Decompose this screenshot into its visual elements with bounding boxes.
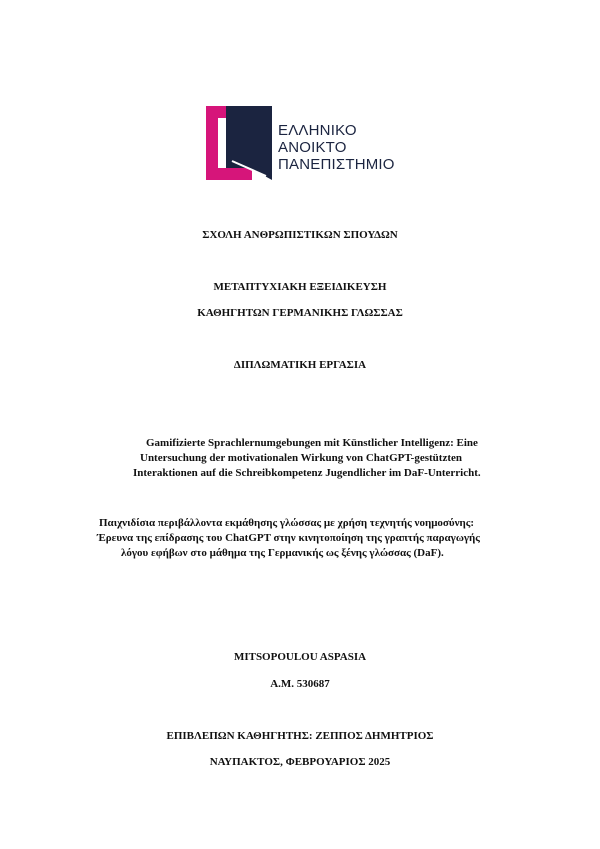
title-greek-line-3: λόγου εφήβων στο μάθημα της Γερμανικής ως ξένης γλώσσας (DaF). bbox=[121, 547, 444, 559]
supervisor: ΕΠΙΒΛΕΠΩΝ ΚΑΘΗΓΗΤΗΣ: ΖΕΠΠΟΣ ΔΗΜΗΤΡΙΟΣ bbox=[166, 730, 434, 742]
title-greek bbox=[99, 516, 480, 561]
place-date: ΝΑΥΠΑΚΤΟΣ, ΦΕΒΡΟΥΑΡΙΟΣ 2025 bbox=[209, 756, 391, 768]
program-line-2: ΚΑΘΗΓΗΤΩΝ ΓΕΡΜΑΝΙΚΗΣ ΓΛΩΣΣΑΣ bbox=[197, 307, 403, 319]
title-german-line-2: Untersuchung der motivationalen Wirkung von ChatGPT-gestützten bbox=[140, 452, 462, 464]
title-greek-line-2: Έρευνα της επίδρασης του ChatGPT στην κινητοποίηση της γραπτής παραγωγής bbox=[97, 532, 480, 544]
author-name: MITSOPOULOU ASPASIA bbox=[233, 651, 367, 663]
title-greek-line-1: Παιχνιδίσια περιβάλλοντα εκμάθησης γλώσσας με χρήση τεχνητής νοημοσύνης: bbox=[99, 517, 475, 529]
logo-line-2: ΑΝΟΙΚΤΟ bbox=[278, 139, 347, 156]
program-line-1: ΜΕΤΑΠΤΥΧΙΑΚΗ ΕΞΕΙΔΙΚΕΥΣΗ bbox=[213, 281, 387, 293]
logo-wordmark bbox=[278, 122, 395, 173]
title-german-line-1: Gamifizierte Sprachlernumgebungen mit Künstlicher Intelligenz: Eine bbox=[146, 437, 478, 449]
title-german-line-3: Interaktionen auf die Schreibkompetenz Jugendlicher im DaF-Unterricht. bbox=[133, 467, 481, 479]
logo-line-1: ΕΛΛΗΝΙΚΟ bbox=[278, 122, 357, 139]
student-id: A.M. 530687 bbox=[270, 678, 330, 690]
school-name: ΣΧΟΛΗ ΑΝΘΡΩΠΙΣΤΙΚΩΝ ΣΠΟΥΔΩΝ bbox=[202, 229, 398, 241]
logo-line-3: ΠΑΝΕΠΙΣΤΗΜΙΟ bbox=[278, 156, 395, 173]
title-german bbox=[133, 436, 481, 481]
document-type: ΔΙΠΛΩΜΑΤΙΚΗ ΕΡΓΑΣΙΑ bbox=[233, 359, 367, 371]
